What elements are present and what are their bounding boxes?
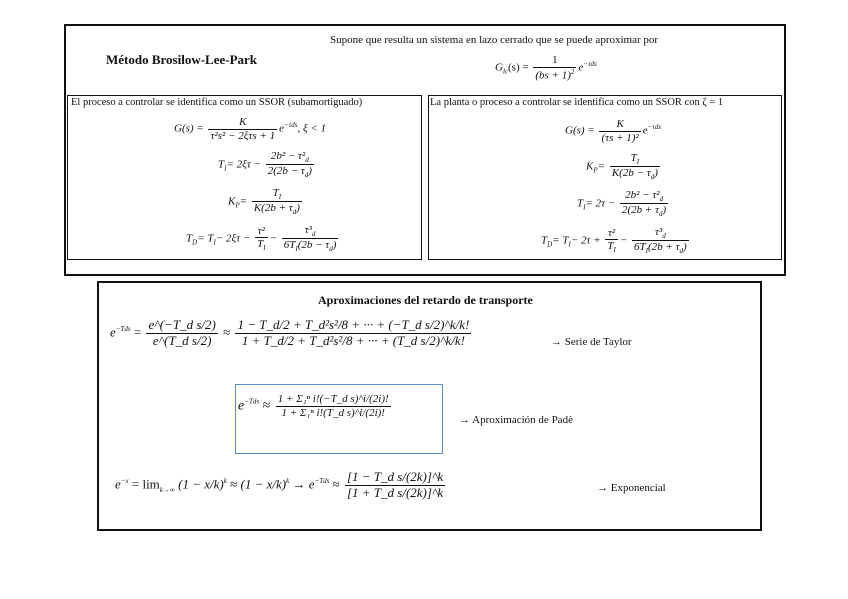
method-title: Método Brosilow-Lee-Park: [106, 52, 258, 67]
pade-label: → Aproximación de Padè: [459, 414, 573, 426]
bottom-title: Aproximaciones del retardo de transporte: [318, 293, 533, 307]
pade-equation: $e^{-Tds}$ ≈ $\frac{\text{1 + Σ₁ⁿ i!(−T\_d s)\textasciicircum{}i/(2i)!}}{\text{1 + Σ₁ⁿ i!(T\_d s)\textasciicircum{}i/(2i)!}}$: [238, 393, 389, 419]
left-panel-heading: El proceso a controlar se identifica como un SSOR (subamortiguado): [71, 97, 363, 108]
exponential-equation: $e^{-x} = \lim_{k\to\infty} (1 - x/k)^k \approx (1 - x/k)^k \to e^{-Tds}$ ≈ $\frac{\text{[1 − T\_d s/(2k)]\textasciicircum{}k}}{\text{[1 + T\_d s/(2k)]\textasciicircum{}k}}$: [115, 469, 444, 500]
right-eq-ti: $T_I= 2\tau$ − $\frac{2b^2 - \tau^2_d}{2(2b + \tau_d)}$: [577, 189, 667, 219]
left-eq-td: $T_D= T_I- 2\xi\tau$ − $\frac{\text{τ²}}{T_I}$ − $\frac{\tau^3_d}{6T_I(2b - \tau_d)}$: [186, 224, 337, 254]
right-eq-transfer: G(s) = $\frac{K}{\text{(τs + 1)²}}$ $e^{-\tau ds}$: [565, 118, 662, 144]
closed-loop-intro: Supone que resulta un sistema en lazo cerrado que se puede aproximar por: [330, 34, 659, 46]
left-eq-ti: $T_I= 2\xi\tau$ − $\frac{2b^2 - \tau^2_d}{2(2b - \tau_d)}$: [218, 150, 312, 180]
left-eq-kp: $K_P=$ $\frac{T_I}{K(2b + \tau_d)}$: [228, 187, 300, 217]
right-eq-td: $T_D= T_I- 2\tau$ + $\frac{\text{τ²}}{T_I}$ − $\frac{\tau^3_d}{6T_I(2b + \tau_d)}$: [541, 226, 687, 256]
taylor-equation: $e^{-Tds}$ = $\frac{\text{e\textasciicircum{}(−T\_d s/2)}}{\text{e\textasciicircum{}(T\_d s/2)}}$ ≈ $\frac{\text{1 − T\_d/2 + T\_d²s²/8 + ··· + (−T\_d s/2)\textasciicircum{}k/k!}}{\text{1 + T\_d/2 + T\_d²s²/8 + ··· + (T\_d s/2)\textasciicircum{}k/k!}}$: [110, 317, 470, 348]
left-eq-transfer: G(s) = $\frac{K}{\text{τ²s² − 2ξτs + 1}}$ $e^{-\tau ds}$, ξ < 1: [174, 116, 327, 142]
closed-loop-equation: $G_{lc}(s)$ = $\frac{1}{(bs + 1)^2}$ $e^{-\tau ds}$: [495, 54, 597, 82]
right-panel-heading: La planta o proceso a controlar se identifica como un SSOR con ζ = 1: [430, 97, 724, 108]
taylor-label: → Serie de Taylor: [551, 336, 632, 348]
exponential-label: → Exponencial: [597, 482, 666, 494]
right-eq-kp: $K_P=$ $\frac{T_I}{K(2b - \tau_d)}$: [586, 152, 658, 182]
